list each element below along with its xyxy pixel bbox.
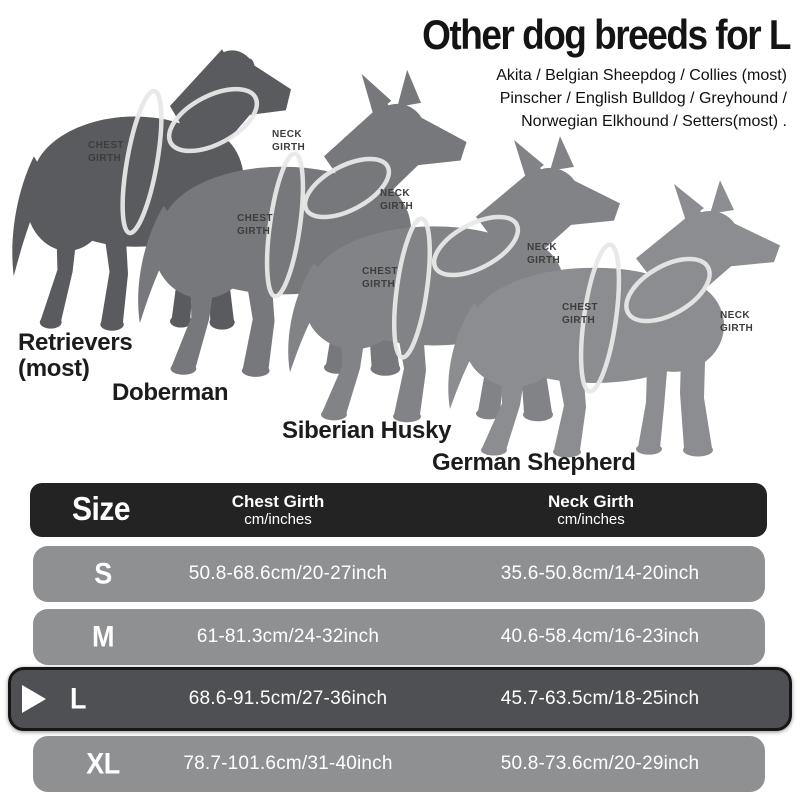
neck-girth-label: GIRTH xyxy=(527,255,561,266)
size-xl-neck-value: 50.8-73.6cm/20-29inch xyxy=(500,753,700,774)
breed-list-line: Norwegian Elkhound / Setters(most) . xyxy=(521,113,787,130)
breed-caption-husky xyxy=(282,418,451,444)
chest-girth-column-unit: cm/inches xyxy=(244,511,312,529)
chest-girth-label: GIRTH xyxy=(237,226,271,237)
size-m-neck-value: 40.6-58.4cm/16-23inch xyxy=(500,626,700,647)
neck-girth-column-unit: cm/inches xyxy=(557,511,625,529)
breed-caption-doberman xyxy=(112,380,228,406)
size-l-neck-value: 45.7-63.5cm/18-25inch xyxy=(500,688,700,709)
size-m-chest-value: 61-81.3cm/24-32inch xyxy=(196,626,380,647)
neck-girth-label: NECK xyxy=(272,129,302,140)
size-xl-chest-value: 78.7-101.6cm/31-40inch xyxy=(183,753,393,774)
neck-girth-column-title: Neck Girth xyxy=(548,491,634,511)
breed-caption-line: Retrievers xyxy=(18,329,133,356)
chest-girth-label: GIRTH xyxy=(362,279,396,290)
neck-girth-label: GIRTH xyxy=(720,323,754,334)
header-chest-girth xyxy=(143,483,413,537)
size-s-chest-value: 50.8-68.6cm/20-27inch xyxy=(188,563,388,584)
chest-girth-label: CHEST xyxy=(237,213,273,224)
chest-girth-label: CHEST xyxy=(362,266,398,277)
breed-caption-shepherd xyxy=(432,450,636,476)
chest-girth-label: GIRTH xyxy=(88,153,122,164)
size-xl-label: XL xyxy=(86,747,120,780)
size-s-neck-value: 35.6-50.8cm/14-20inch xyxy=(500,563,700,584)
size-l-chest-value: 68.6-91.5cm/27-36inch xyxy=(188,688,388,709)
neck-girth-label: NECK xyxy=(527,242,557,253)
breed-caption-line: German Shepherd xyxy=(432,449,636,476)
breed-caption-line: Doberman xyxy=(112,379,229,406)
breed-caption-retrievers xyxy=(18,330,132,382)
chest-girth-label: GIRTH xyxy=(562,315,596,326)
breed-caption-line: (most) xyxy=(18,354,90,382)
breed-list xyxy=(496,64,787,133)
size-m-label: M xyxy=(92,620,114,653)
chest-girth-label: CHEST xyxy=(88,140,124,151)
header-neck-girth xyxy=(451,483,731,537)
neck-girth-label: GIRTH xyxy=(272,142,306,153)
chest-girth-column-title: Chest Girth xyxy=(231,491,325,511)
chest-girth-label: CHEST xyxy=(562,302,598,313)
breed-list-line: Akita / Belgian Sheepdog / Collies (most) xyxy=(496,67,787,84)
neck-girth-label: NECK xyxy=(380,188,410,199)
page-title: Other dog breeds for L xyxy=(422,12,790,58)
breed-caption-line: Siberian Husky xyxy=(282,417,452,444)
size-l-label: L xyxy=(70,682,86,715)
breed-list-line: Pinscher / English Bulldog / Greyhound / xyxy=(499,90,787,107)
header-size-label: Size xyxy=(71,491,131,528)
neck-girth-label: NECK xyxy=(720,310,750,321)
size-s-label: S xyxy=(94,557,112,590)
neck-girth-label: GIRTH xyxy=(380,201,414,212)
